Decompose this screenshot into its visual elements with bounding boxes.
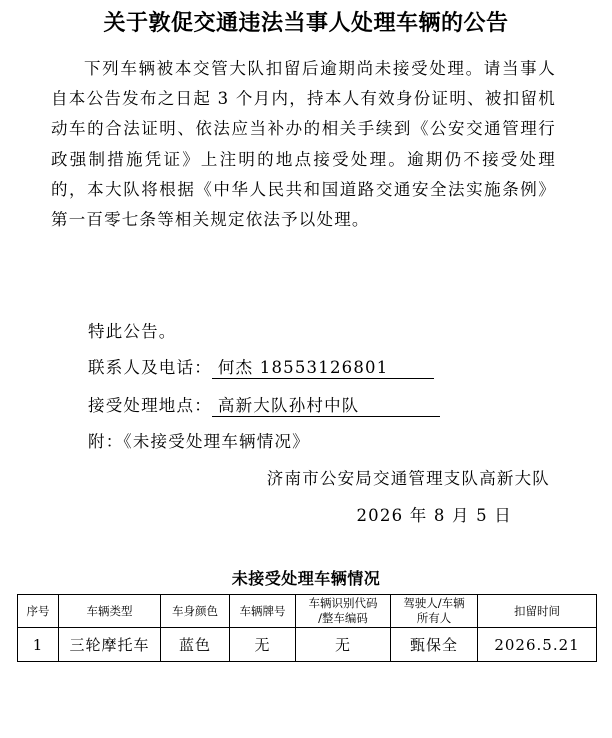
cell-owner: 甄保全 (391, 628, 478, 662)
table-title: 未接受处理车辆情况 (231, 569, 381, 588)
cell-index: 1 (18, 628, 59, 662)
header-vin-line1: 车辆识别代码 (308, 596, 378, 610)
contact-value: 何杰 18553126801 (212, 358, 434, 379)
notice-close: 特此公告。 (88, 322, 177, 341)
cell-seize-time: 2026.5.21 (478, 628, 597, 662)
header-vin-line2: /整车编码 (318, 611, 368, 625)
issuer-name: 济南市公安局交通管理支队高新大队 (266, 469, 550, 488)
header-plate-number: 车辆牌号 (230, 595, 296, 628)
notice-title: 关于敦促交通违法当事人处理车辆的公告 (103, 10, 509, 36)
header-seize-time: 扣留时间 (478, 595, 597, 628)
header-body-color: 车身颜色 (161, 595, 230, 628)
cell-body-color: 蓝色 (161, 628, 230, 662)
header-vehicle-type: 车辆类型 (59, 595, 161, 628)
contact-label: 联系人及电话： (88, 358, 212, 377)
cell-vehicle-type: 三轮摩托车 (59, 628, 161, 662)
location-value: 高新大队孙村中队 (212, 396, 440, 417)
header-owner-line1: 驾驶人/车辆 (403, 596, 465, 610)
vehicle-table (17, 594, 597, 662)
table-header-row (18, 595, 597, 628)
location-label: 接受处理地点： (88, 396, 212, 415)
cell-vin: 无 (296, 628, 391, 662)
attachment-note: 附：《未接受处理车辆情况》 (88, 432, 310, 451)
cell-plate-number: 无 (230, 628, 296, 662)
header-owner (391, 595, 478, 628)
location-line (88, 392, 440, 417)
header-index: 序号 (18, 595, 59, 628)
header-vin (296, 595, 391, 628)
notice-body: 下列车辆被本交管大队扣留后逾期尚未接受处理。请当事人自本公告发布之日起 3 个月内，持本人有效身份证明、被扣留机动车的合法证明、依法应当补办的相关手续到《公安交通管理行政强制措施凭证》上注明的地点接受处理。逾期仍不接受处理的，本大队将根据《中华人民共和国道路交通安全法实施条例》第一百零七条等相关规定依法予以处理。 (51, 59, 556, 230)
contact-line (88, 354, 434, 379)
issue-date: 2026 年 8 月 5 日 (356, 506, 512, 525)
table-row (18, 628, 597, 662)
header-owner-line2: 所有人 (416, 611, 452, 625)
